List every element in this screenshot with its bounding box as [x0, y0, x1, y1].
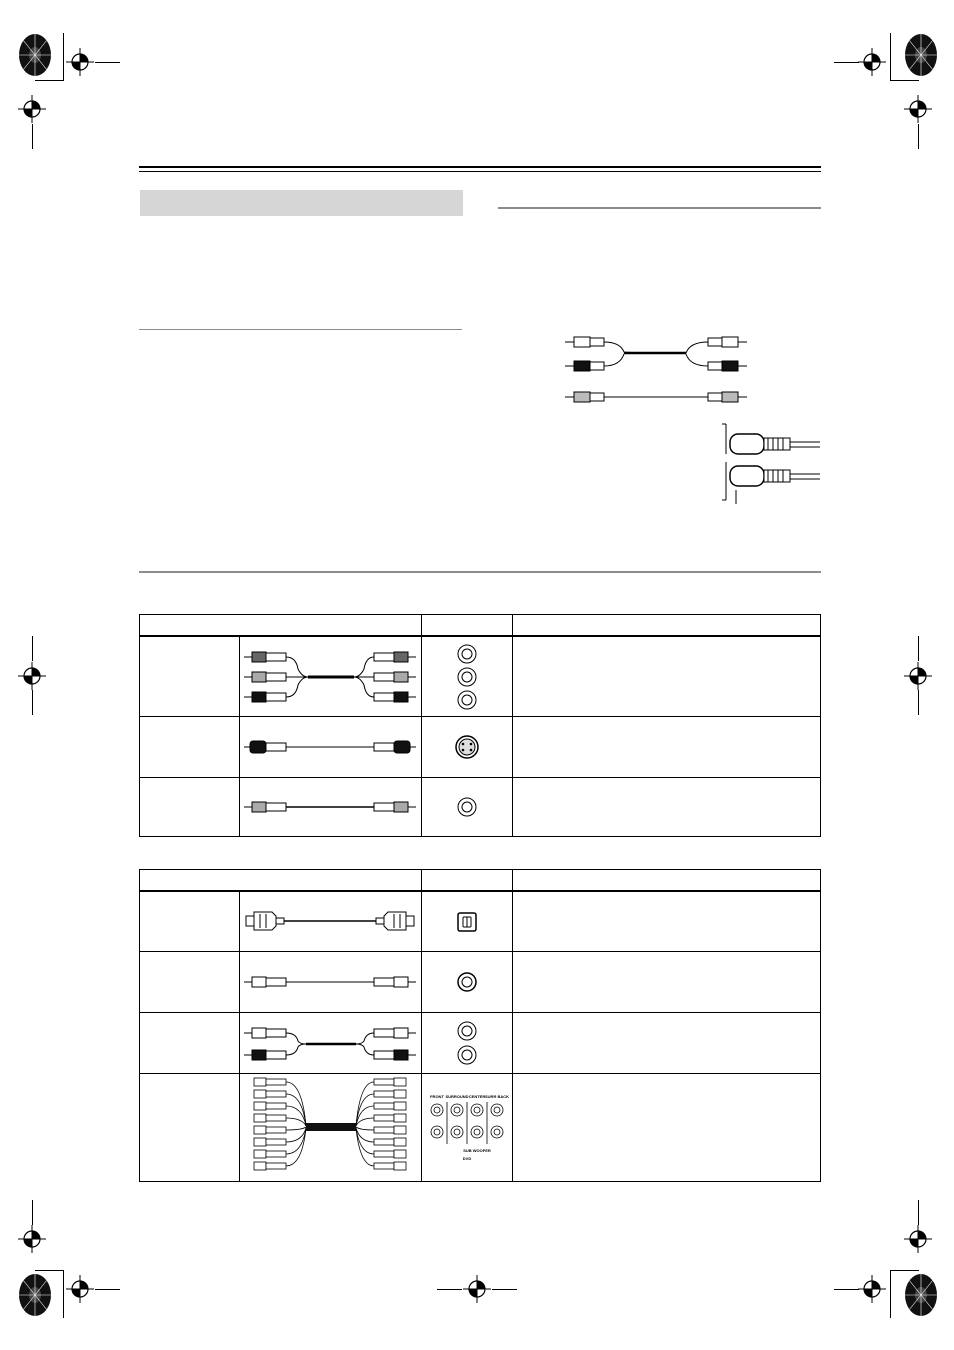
- registration-crosshair-icon: [18, 1225, 46, 1253]
- description-cell: [513, 717, 821, 778]
- description-cell: [513, 952, 821, 1013]
- panel-label: SURROUND: [445, 1093, 469, 1099]
- table-row: [140, 636, 821, 717]
- component-video-cable-icon: [240, 636, 422, 717]
- audio-connection-table: [139, 869, 821, 1182]
- cable-name-cell: [140, 778, 240, 837]
- registration-disk-icon: [18, 33, 52, 77]
- registration-crosshair-icon: [904, 95, 932, 123]
- registration-crosshair-icon: [858, 1275, 886, 1303]
- cable-name-cell: [140, 636, 240, 717]
- jack-column-header: [422, 870, 513, 892]
- registration-crosshair-icon: [904, 1225, 932, 1253]
- table-row: [140, 952, 821, 1013]
- analog-audio-cable-icon: [240, 1013, 422, 1074]
- table-row: [140, 1013, 821, 1074]
- description-cell: [513, 636, 821, 717]
- panel-group-label: DVD: [462, 1155, 472, 1161]
- plug-insertion-illustration: [716, 420, 822, 506]
- cable-name-cell: [140, 1074, 240, 1182]
- description-cell: [513, 778, 821, 837]
- table-header-row: [140, 615, 821, 637]
- rca-jack-pair-icon: [422, 1013, 513, 1074]
- registration-crosshair-icon: [66, 1275, 94, 1303]
- cable-column-header: [140, 615, 422, 637]
- multichannel-cable-icon: [240, 1074, 422, 1182]
- registration-crosshair-icon: [18, 662, 46, 690]
- registration-crosshair-icon: [18, 95, 46, 123]
- subheading-rule: [498, 207, 821, 209]
- registration-crosshair-icon: [904, 662, 932, 690]
- composite-video-cable-icon: [240, 778, 422, 837]
- subheading-rule: [139, 329, 462, 330]
- description-cell: [513, 1013, 821, 1074]
- rca-jack-triple-icon: [422, 636, 513, 717]
- registration-disk-icon: [904, 33, 938, 77]
- header-rule-thick: [139, 166, 821, 168]
- header-rule-thin: [139, 171, 821, 172]
- s-video-cable-icon: [240, 717, 422, 778]
- table-row: [140, 1074, 821, 1182]
- s-video-jack-icon: [422, 717, 513, 778]
- panel-label: SURR BACK: [485, 1093, 509, 1099]
- registration-crosshair-icon: [66, 48, 94, 76]
- table-row: [140, 717, 821, 778]
- optical-digital-cable-icon: [240, 891, 422, 952]
- jack-column-header: [422, 615, 513, 637]
- table-header-row: [140, 870, 821, 892]
- panel-label: FRONT: [430, 1093, 444, 1099]
- description-column-header: [513, 870, 821, 892]
- cable-name-cell: [140, 952, 240, 1013]
- section-heading-bar: [140, 190, 463, 216]
- stereo-audio-cable-illustration: [562, 330, 752, 410]
- registration-crosshair-icon: [463, 1275, 491, 1303]
- section-rule: [139, 571, 821, 573]
- description-cell: [513, 891, 821, 952]
- registration-disk-icon: [18, 1273, 52, 1317]
- registration-crosshair-icon: [858, 48, 886, 76]
- optical-jack-icon: [422, 891, 513, 952]
- description-column-header: [513, 615, 821, 637]
- panel-label: CENTER: [468, 1093, 486, 1099]
- table-row: [140, 778, 821, 837]
- coaxial-digital-cable-icon: [240, 952, 422, 1013]
- description-cell: [513, 1074, 821, 1182]
- cable-name-cell: [140, 717, 240, 778]
- rca-jack-icon: [422, 778, 513, 837]
- table-row: [140, 891, 821, 952]
- cable-name-cell: [140, 891, 240, 952]
- cable-name-cell: [140, 1013, 240, 1074]
- video-connection-table: [139, 614, 821, 837]
- coaxial-jack-icon: [422, 952, 513, 1013]
- cable-column-header: [140, 870, 422, 892]
- registration-disk-icon: [904, 1273, 938, 1317]
- multichannel-jack-panel-icon: [422, 1074, 513, 1182]
- panel-sub-label: SUB WOOFER: [463, 1147, 491, 1153]
